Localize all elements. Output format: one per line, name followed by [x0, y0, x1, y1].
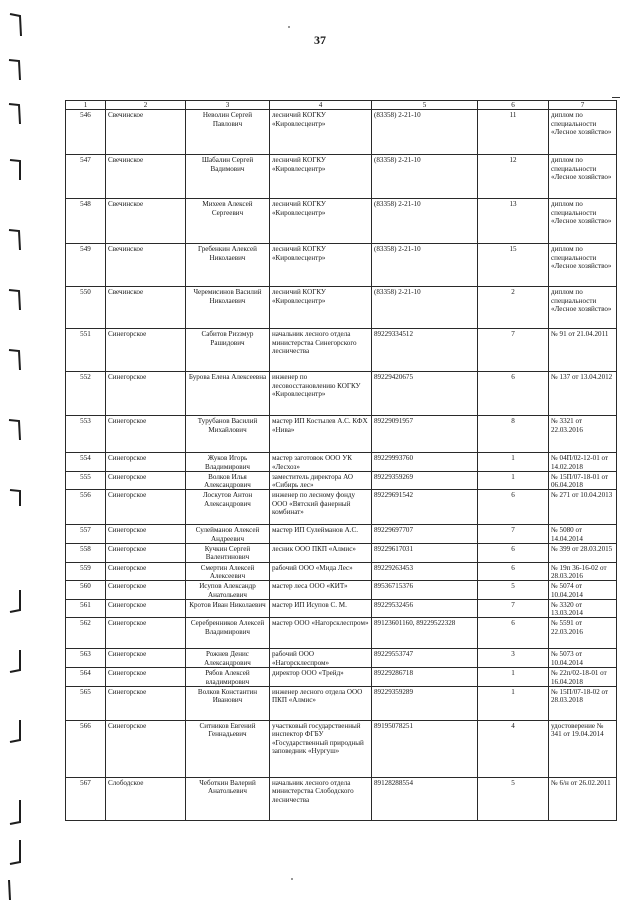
column-number: 3	[186, 101, 270, 110]
certificate: № 22п/02-18-01 от 16.04.2018	[549, 668, 617, 687]
forestry-area: Свечинское	[106, 287, 186, 329]
table-row	[66, 471, 617, 490]
forestry-area: Синегорское	[106, 599, 186, 618]
certificate: диплом по специальности «Лесное хозяйство»	[549, 244, 617, 287]
person-name: Михеев Алексей Сергеевич	[186, 199, 270, 244]
job-position: лесничий КОГКУ «Кировлесцентр»	[270, 155, 372, 199]
experience-years: 6	[478, 372, 549, 416]
row-number: 550	[66, 287, 106, 329]
column-number: 1	[66, 101, 106, 110]
experience-years: 7	[478, 599, 549, 618]
certificate: диплом по специальности «Лесное хозяйство»	[549, 110, 617, 155]
row-number: 567	[66, 778, 106, 821]
phone-number: 89128288554	[372, 778, 478, 821]
certificate: № 5591 от 22.03.2016	[549, 618, 617, 649]
phone-number: 89123601160, 89229522328	[372, 618, 478, 649]
forestry-area: Слободское	[106, 778, 186, 821]
phone-number: 89229263453	[372, 562, 478, 581]
job-position: рабочий ООО «Нагорсклеспром»	[270, 649, 372, 668]
phone-number: 89229359269	[372, 471, 478, 490]
job-position: заместитель директора АО «Сибирь лес»	[270, 471, 372, 490]
forestry-area: Синегорское	[106, 562, 186, 581]
column-number: 6	[478, 101, 549, 110]
certificate: диплом по специальности «Лесное хозяйство»	[549, 199, 617, 244]
phone-number: 89229993760	[372, 453, 478, 472]
person-name: Сабитов Риззмур Рашидович	[186, 329, 270, 372]
forestry-area: Синегорское	[106, 544, 186, 563]
forestry-area: Синегорское	[106, 471, 186, 490]
scan-mark	[612, 97, 620, 98]
table-row	[66, 778, 617, 821]
row-number: 548	[66, 199, 106, 244]
person-name: Турубанов Василий Михайлович	[186, 416, 270, 453]
table-row	[66, 649, 617, 668]
forestry-area: Синегорское	[106, 618, 186, 649]
scan-speck	[288, 26, 290, 28]
forestry-area: Свечинское	[106, 199, 186, 244]
table-row	[66, 453, 617, 472]
row-number: 563	[66, 649, 106, 668]
table-row	[66, 687, 617, 721]
row-number: 549	[66, 244, 106, 287]
person-name: Кучкин Сергей Валентинович	[186, 544, 270, 563]
row-number: 555	[66, 471, 106, 490]
table-row	[66, 668, 617, 687]
person-name: Гребенкин Алексей Николаевич	[186, 244, 270, 287]
person-name: Жуков Игорь Владимирович	[186, 453, 270, 472]
job-position: инженер по лесовосстановлению КОГКУ «Кировлесцентр»	[270, 372, 372, 416]
experience-years: 1	[478, 453, 549, 472]
experience-years: 1	[478, 687, 549, 721]
experience-years: 8	[478, 416, 549, 453]
page-number: 37	[314, 33, 326, 47]
job-position: рабочий ООО «Мида Лес»	[270, 562, 372, 581]
table-row	[66, 329, 617, 372]
job-position: мастер заготовок ООО УК «Лесхоз»	[270, 453, 372, 472]
experience-years: 4	[478, 721, 549, 778]
certificate: № 5074 от 10.04.2014	[549, 581, 617, 600]
job-position: начальник лесного отдела министерства Слободского лесничества	[270, 778, 372, 821]
person-name: Сулейманов Алексей Андреевич	[186, 525, 270, 544]
job-position: мастер леса ООО «КИТ»	[270, 581, 372, 600]
person-name: Исупов Александр Анатольевич	[186, 581, 270, 600]
phone-number: (83358) 2-21-10	[372, 287, 478, 329]
certificate: № 15П/07-18-01 от 06.04.2018	[549, 471, 617, 490]
person-name: Неволин Сергей Павлович	[186, 110, 270, 155]
row-number: 554	[66, 453, 106, 472]
phone-number: 89229091957	[372, 416, 478, 453]
table-row	[66, 372, 617, 416]
certificate: № 91 от 21.04.2011	[549, 329, 617, 372]
forestry-area: Синегорское	[106, 416, 186, 453]
person-name: Смертин Алексей Алексеевич	[186, 562, 270, 581]
row-number: 553	[66, 416, 106, 453]
phone-number: 89229420675	[372, 372, 478, 416]
table-row	[66, 287, 617, 329]
forestry-area: Синегорское	[106, 581, 186, 600]
job-position: инженер лесного отдела ООО ПКП «Алмис»	[270, 687, 372, 721]
experience-years: 7	[478, 525, 549, 544]
row-number: 562	[66, 618, 106, 649]
certificate: № 137 от 13.04.2012	[549, 372, 617, 416]
phone-number: 89229553747	[372, 649, 478, 668]
experience-years: 2	[478, 287, 549, 329]
column-number: 5	[372, 101, 478, 110]
experience-years: 15	[478, 244, 549, 287]
forestry-area: Синегорское	[106, 687, 186, 721]
forestry-area: Синегорское	[106, 372, 186, 416]
row-number: 552	[66, 372, 106, 416]
table-row	[66, 110, 617, 155]
person-name: Лоскутов Антон Александрович	[186, 490, 270, 525]
experience-years: 6	[478, 544, 549, 563]
phone-number: 89229617031	[372, 544, 478, 563]
row-number: 560	[66, 581, 106, 600]
table-row	[66, 155, 617, 199]
experience-years: 11	[478, 110, 549, 155]
experience-years: 5	[478, 581, 549, 600]
table-row	[66, 618, 617, 649]
experience-years: 6	[478, 618, 549, 649]
phone-number: 89229691542	[372, 490, 478, 525]
job-position: участковый государственный инспектор ФГБУ «Государственный природный заповедник «Нургуш»	[270, 721, 372, 778]
experience-years: 3	[478, 649, 549, 668]
certificate: диплом по специальности «Лесное хозяйство»	[549, 155, 617, 199]
row-number: 564	[66, 668, 106, 687]
forestry-area: Синегорское	[106, 649, 186, 668]
experience-years: 1	[478, 471, 549, 490]
row-number: 557	[66, 525, 106, 544]
forestry-area: Свечинское	[106, 155, 186, 199]
person-name: Волков Илья Александрович	[186, 471, 270, 490]
phone-number: (83358) 2-21-10	[372, 199, 478, 244]
forestry-area: Свечинское	[106, 244, 186, 287]
person-name: Серебренников Алексей Владимирович	[186, 618, 270, 649]
person-name: Черемисинов Василий Николаевич	[186, 287, 270, 329]
person-name: Рожнев Денис Александрович	[186, 649, 270, 668]
person-name: Кротов Иван Николаевич	[186, 599, 270, 618]
forestry-area: Свечинское	[106, 110, 186, 155]
job-position: лесничий КОГКУ «Кировлесцентр»	[270, 244, 372, 287]
row-number: 558	[66, 544, 106, 563]
experience-years: 5	[478, 778, 549, 821]
certificate: удостоверение № 341 от 19.04.2014	[549, 721, 617, 778]
phone-number: 89536715376	[372, 581, 478, 600]
certificate: диплом по специальности «Лесное хозяйство»	[549, 287, 617, 329]
forestry-area: Синегорское	[106, 721, 186, 778]
forestry-area: Синегорское	[106, 490, 186, 525]
column-number: 7	[549, 101, 617, 110]
table-header-row	[66, 101, 617, 110]
phone-number: 89229286718	[372, 668, 478, 687]
phone-number: 89229697707	[372, 525, 478, 544]
row-number: 556	[66, 490, 106, 525]
experience-years: 7	[478, 329, 549, 372]
person-name: Бурова Елена Алексеевна	[186, 372, 270, 416]
experience-years: 6	[478, 490, 549, 525]
phone-number: (83358) 2-21-10	[372, 244, 478, 287]
table-row	[66, 416, 617, 453]
forestry-area: Синегорское	[106, 453, 186, 472]
table-row	[66, 581, 617, 600]
phone-number: 89229334512	[372, 329, 478, 372]
row-number: 561	[66, 599, 106, 618]
row-number: 547	[66, 155, 106, 199]
table-row	[66, 544, 617, 563]
table-row	[66, 525, 617, 544]
job-position: мастер ИП Исупов С. М.	[270, 599, 372, 618]
experience-years: 1	[478, 668, 549, 687]
row-number: 551	[66, 329, 106, 372]
certificate: № 271 от 10.04.2013	[549, 490, 617, 525]
job-position: лесник ООО ПКП «Алмис»	[270, 544, 372, 563]
phone-number: 89229532456	[372, 599, 478, 618]
certificate: № 5073 от 10.04.2014	[549, 649, 617, 668]
job-position: мастер ИП Костылев А.С. КФХ «Нива»	[270, 416, 372, 453]
forestry-area: Синегорское	[106, 329, 186, 372]
table-row	[66, 599, 617, 618]
registry-table	[65, 100, 617, 821]
job-position: лесничий КОГКУ «Кировлесцентр»	[270, 287, 372, 329]
phone-number: (83358) 2-21-10	[372, 110, 478, 155]
job-position: инженер по лесному фонду ООО «Вятский фанерный комбинат»	[270, 490, 372, 525]
job-position: начальник лесного отдела министерства Синегорского лесничества	[270, 329, 372, 372]
experience-years: 12	[478, 155, 549, 199]
row-number: 559	[66, 562, 106, 581]
phone-number: 89195078251	[372, 721, 478, 778]
column-number: 2	[106, 101, 186, 110]
person-name: Чеботкин Валерий Анатольевич	[186, 778, 270, 821]
binder-hole-marks	[0, 0, 30, 905]
job-position: мастер ООО «Нагорсклеспром»	[270, 618, 372, 649]
person-name: Ситников Евгений Геннадьевич	[186, 721, 270, 778]
experience-years: 13	[478, 199, 549, 244]
job-position: мастер ИП Сулейманов А.С.	[270, 525, 372, 544]
table-row	[66, 244, 617, 287]
certificate: № 3320 от 13.03.2014	[549, 599, 617, 618]
certificate: № 6/н от 26.02.2011	[549, 778, 617, 821]
scan-speck	[291, 878, 293, 880]
phone-number: (83358) 2-21-10	[372, 155, 478, 199]
row-number: 546	[66, 110, 106, 155]
experience-years: 6	[478, 562, 549, 581]
certificate: № 04П/02-12-01 от 14.02.2018	[549, 453, 617, 472]
table-row	[66, 490, 617, 525]
row-number: 566	[66, 721, 106, 778]
certificate: № 19п 36-16-02 от 28.03.2016	[549, 562, 617, 581]
phone-number: 89229359289	[372, 687, 478, 721]
certificate: № 399 от 28.03.2015	[549, 544, 617, 563]
certificate: № 15П/07-18-02 от 28.03.2018	[549, 687, 617, 721]
job-position: лесничий КОГКУ «Кировлесцентр»	[270, 199, 372, 244]
certificate: № 3321 от 22.03.2016	[549, 416, 617, 453]
table-row	[66, 199, 617, 244]
table-row	[66, 562, 617, 581]
table-row	[66, 721, 617, 778]
person-name: Волков Константин Иванович	[186, 687, 270, 721]
job-position: директор ООО «Трейд»	[270, 668, 372, 687]
forestry-area: Синегорское	[106, 668, 186, 687]
person-name: Шабалин Сергей Вадимович	[186, 155, 270, 199]
person-name: Рябов Алексей владимирович	[186, 668, 270, 687]
column-number: 4	[270, 101, 372, 110]
job-position: лесничий КОГКУ «Кировлесцентр»	[270, 110, 372, 155]
certificate: № 5080 от 14.04.2014	[549, 525, 617, 544]
row-number: 565	[66, 687, 106, 721]
forestry-area: Синегорское	[106, 525, 186, 544]
